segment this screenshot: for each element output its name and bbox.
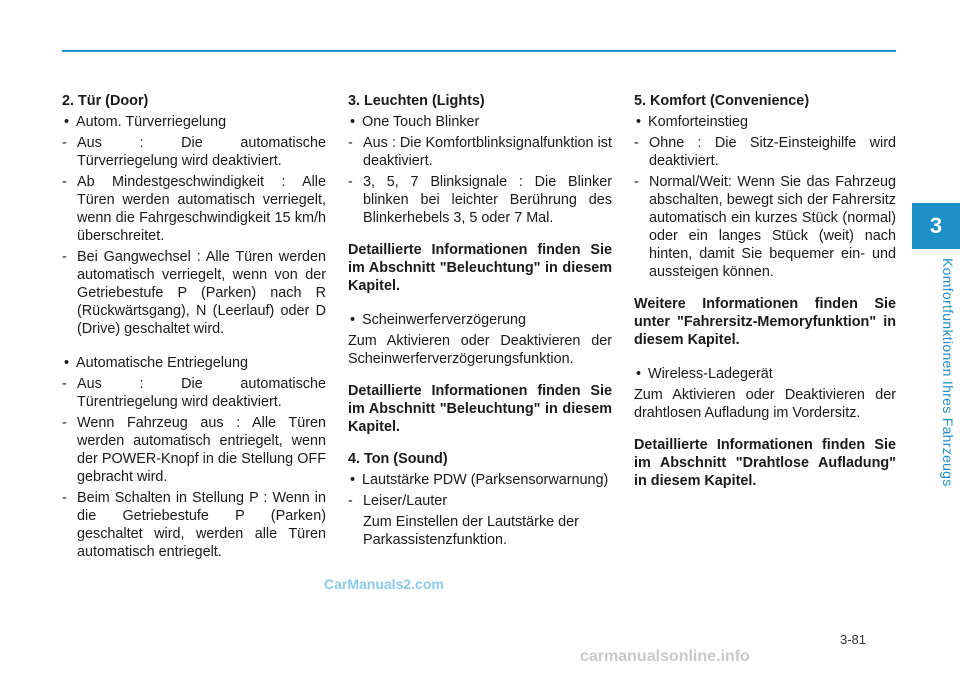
- option-access-normal-wide: - Normal/Weit: Wenn Sie das Fahrzeug abschalten, bewegt sich der Fahrersitz automatisch ein kurzes Stück (normal) oder ein langes Stück (weit) nach hinten, damit Sie bequemer ein- und aussteigen können.: [634, 173, 896, 281]
- watermark-online: carmanualsonline.info: [580, 648, 750, 665]
- bullet-auto-lock: • Autom. Türverriegelung: [62, 113, 326, 131]
- bullet-easy-access: • Komforteinstieg: [634, 113, 896, 131]
- bullet-auto-unlock: • Automatische Entriegelung: [62, 354, 326, 372]
- column-door: [62, 92, 326, 564]
- note-wireless-charging: Detaillierte Informationen finden Sie im Abschnitt "Drahtlose Aufladung" in diesem Kapitel.: [634, 437, 896, 489]
- chapter-title: Komfortfunktionen Ihres Fahrzeugs: [940, 258, 956, 487]
- column-lights-sound: [348, 92, 612, 552]
- option-turn-off: - Aus : Die Komfortblinksignalfunktion ist deaktiviert.: [348, 134, 612, 170]
- header-rule: [62, 50, 896, 52]
- note-lighting-2: Detaillierte Informationen finden Sie im Abschnitt "Beleuchtung" in diesem Kapitel.: [348, 383, 612, 435]
- option-access-off: - Ohne : Die Sitz-Einsteighilfe wird deaktiviert.: [634, 134, 896, 170]
- section-heading-lights: 3. Leuchten (Lights): [348, 93, 485, 109]
- option-unlock-off: - Aus : Die automatische Türentriegelung wird deaktiviert.: [62, 375, 326, 411]
- bullet-pdw-volume: • Lautstärke PDW (Parksensorwarnung): [348, 471, 612, 489]
- watermark-carmanuals: CarManuals2.com: [324, 576, 444, 592]
- option-unlock-park: - Beim Schalten in Stellung P : Wenn in die Getriebestufe P (Parken) geschaltet wird, werden alle Türen automatisch entriegelt.: [62, 489, 326, 561]
- text-headlamp-delay: Zum Aktivieren oder Deaktivieren der Scheinwerferverzögerungsfunktion.: [348, 333, 612, 367]
- bullet-wireless-charger: • Wireless-Ladegerät: [634, 365, 896, 383]
- page-number: 3-81: [840, 632, 867, 647]
- section-heading-convenience: 5. Komfort (Convenience): [634, 93, 810, 109]
- column-convenience: [634, 92, 896, 493]
- text-wireless-charger: Zum Aktivieren oder Deaktivieren der drahtlosen Aufladung im Vordersitz.: [634, 387, 896, 421]
- option-volume-level: - Leiser/Lauter: [348, 492, 612, 510]
- option-lock-shift: - Bei Gangwechsel : Alle Türen werden automatisch verriegelt, wenn von der Getriebestufe P (Parken) nach R (Rückwärtsgang), N (Leerlauf) oder D (Drive) geschaltet wird.: [62, 248, 326, 338]
- chapter-tab: 3: [912, 203, 960, 249]
- note-lighting-1: Detaillierte Informationen finden Sie im Abschnitt "Beleuchtung" in diesem Kapitel.: [348, 242, 612, 294]
- option-unlock-vehicle-off: - Wenn Fahrzeug aus : Alle Türen werden automatisch entriegelt, wenn der POWER-Knopf in die Stellung OFF gebracht wird.: [62, 414, 326, 486]
- option-turn-flashes: - 3, 5, 7 Blinksignale : Die Blinker blinken bei leichter Berührung des Blinkerhebels 3, 5 oder 7 Mal.: [348, 173, 612, 227]
- bullet-one-touch-turn: • One Touch Blinker: [348, 113, 612, 131]
- note-seat-memory: Weitere Informationen finden Sie unter "Fahrersitz-Memoryfunktion" in diesem Kapitel.: [634, 296, 896, 348]
- section-heading-door: 2. Tür (Door): [62, 93, 149, 109]
- bullet-headlamp-delay: • Scheinwerferverzögerung: [348, 311, 612, 329]
- text-volume-level: Zum Einstellen der Lautstärke der Parkassistenzfunktion.: [363, 514, 579, 548]
- option-lock-off: - Aus : Die automatische Türverriegelung wird deaktiviert.: [62, 134, 326, 170]
- section-heading-sound: 4. Ton (Sound): [348, 451, 448, 467]
- option-lock-speed: - Ab Mindestgeschwindigkeit : Alle Türen werden automatisch verriegelt, wenn die Fahrgeschwindigkeit 15 km/h überschreitet.: [62, 173, 326, 245]
